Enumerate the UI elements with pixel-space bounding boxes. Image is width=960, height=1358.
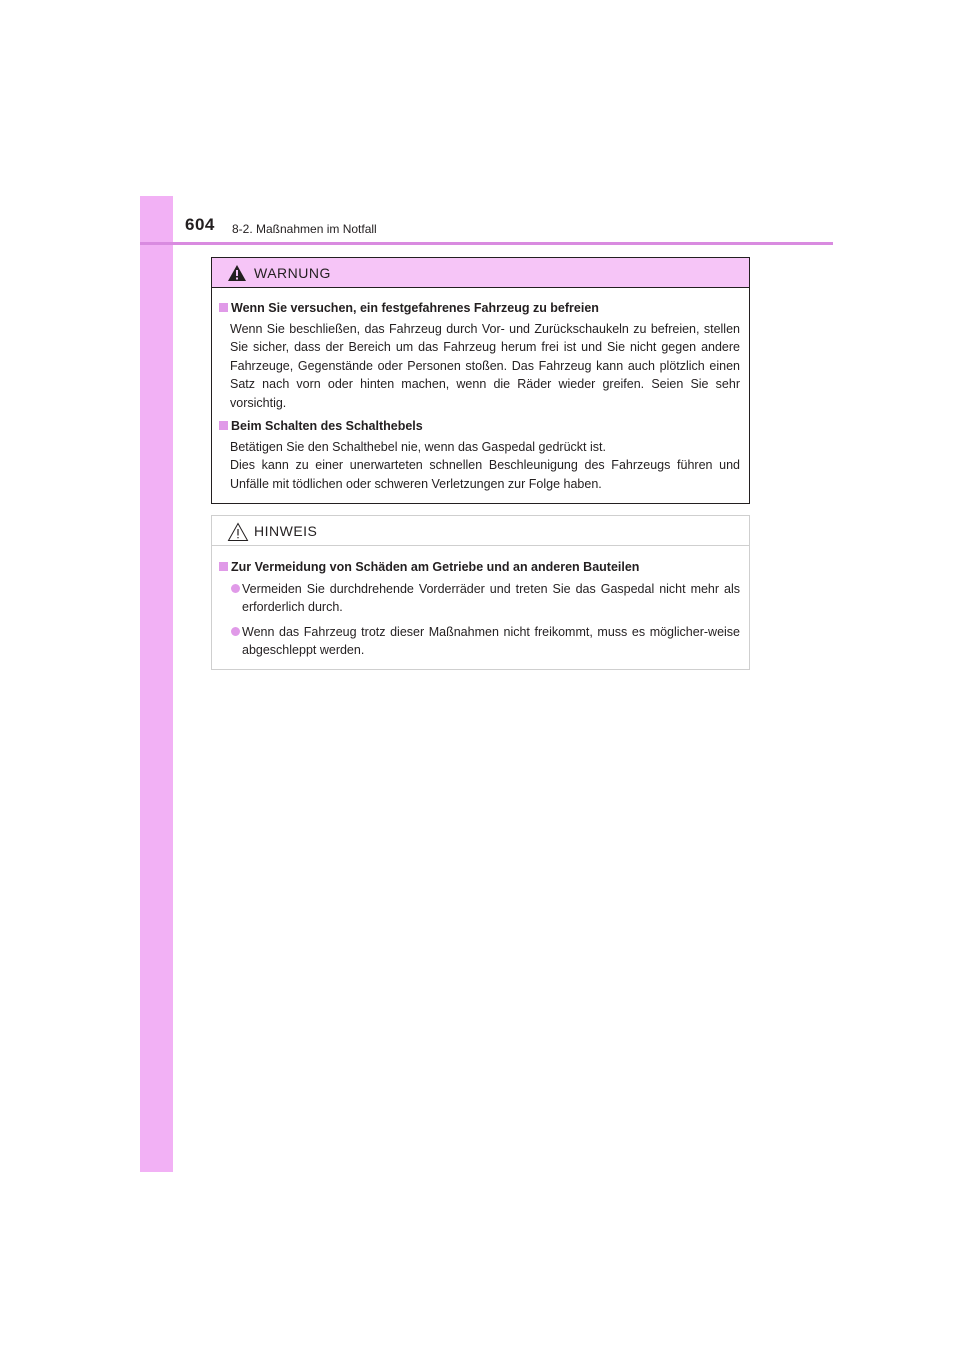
warning-body: [212, 288, 749, 493]
round-bullet-icon: [231, 584, 240, 593]
warning-text-2b: Dies kann zu einer unerwarteten schnellen Beschleunigung des Fahrzeugs führen und Unfälle mit tödlichen oder schweren Verletzungen zur Folge haben.: [230, 458, 740, 491]
warning-text-2a: Betätigen Sie den Schalthebel nie, wenn das Gaspedal gedrückt ist.: [230, 439, 606, 454]
notice-body: [212, 546, 749, 660]
warning-title: WARNUNG: [254, 265, 331, 281]
caution-triangle-icon: [227, 522, 249, 542]
square-bullet-icon: [219, 303, 228, 312]
warning-heading-2: Beim Schalten des Schalthebels: [219, 417, 740, 436]
warning-text-1: Wenn Sie beschließen, das Fahrzeug durch Vor- und Zurückschaukeln zu befreien, stellen Sie sicher, dass der Bereich um das Fahrzeug herum frei ist und Sie nicht gegen andere Fahrzeuge, Gegenstände oder Personen stoßen. Das Fahrzeug kann auch plötzlich einen Satz nach vorn oder hinten machen, wenn die Räder wieder greifen. Seien Sie sehr vorsichtig.: [230, 321, 740, 410]
notice-heading: Zur Vermeidung von Schäden am Getriebe und an anderen Bauteilen: [219, 558, 740, 577]
warning-box-header: [212, 258, 749, 288]
section-title: 8-2. Maßnahmen im Notfall: [232, 222, 377, 236]
side-color-band: [140, 196, 173, 1172]
warning-heading-1: Wenn Sie versuchen, ein festgefahrenes Fahrzeug zu befreien: [219, 299, 740, 318]
round-bullet-icon: [231, 627, 240, 636]
warning-box: [211, 257, 750, 504]
notice-box-header: [212, 516, 749, 546]
notice-bullet-1: Vermeiden Sie durchdrehende Vorderräder und treten Sie das Gaspedal nicht mehr als erforderlich durch.: [219, 580, 740, 617]
warning-triangle-icon: [227, 264, 247, 282]
page-number: 604: [185, 215, 215, 234]
notice-box: [211, 515, 750, 670]
notice-bullet-2: Wenn das Fahrzeug trotz dieser Maßnahmen nicht freikommt, muss es möglicher-weise abgeschleppt werden.: [219, 623, 740, 660]
square-bullet-icon: [219, 562, 228, 571]
notice-title: HINWEIS: [254, 523, 318, 539]
header-rule: [140, 242, 833, 245]
square-bullet-icon: [219, 421, 228, 430]
